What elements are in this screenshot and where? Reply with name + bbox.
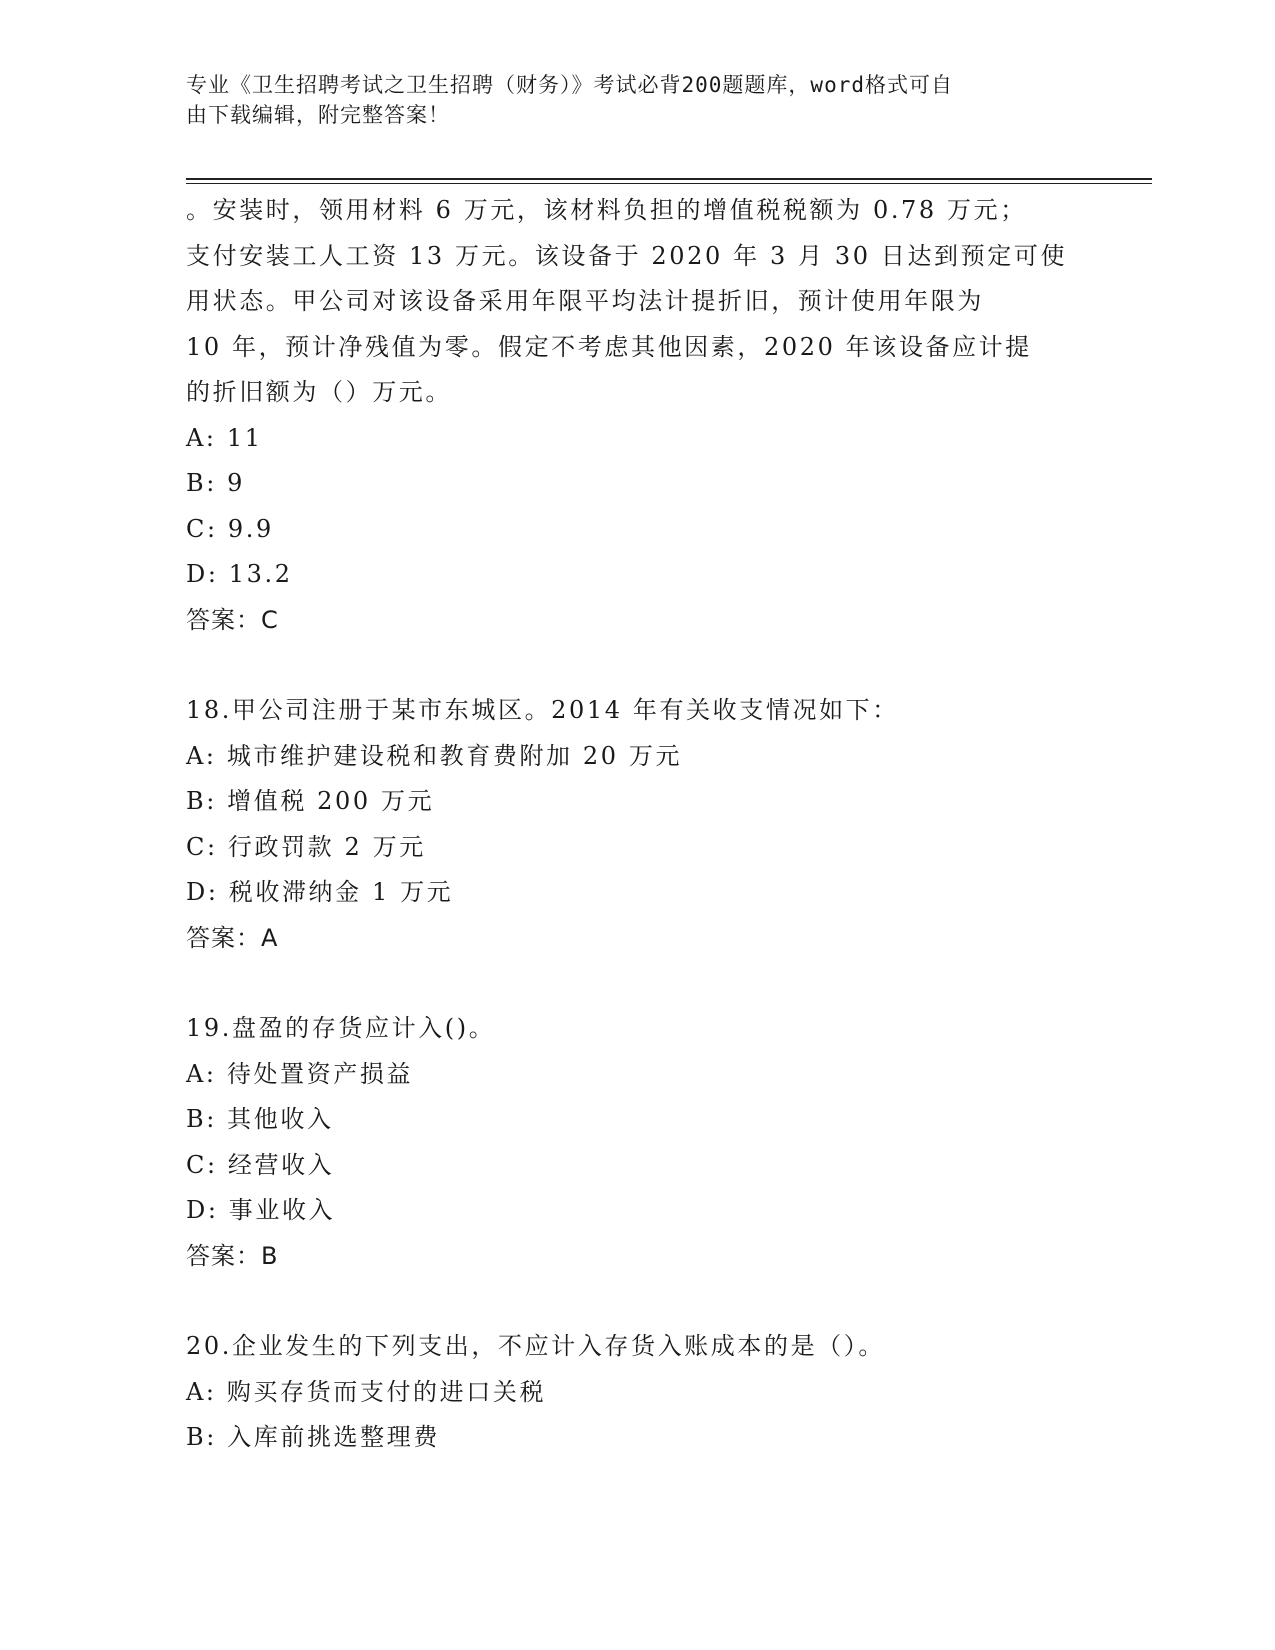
option-b: B: 9 (186, 469, 246, 497)
option-a: A: 购买存货而支付的进口关税 (186, 1377, 547, 1406)
option-b: B: 入库前挑选整理费 (186, 1423, 440, 1451)
question-19 (186, 1006, 1066, 1279)
question-20 (186, 1324, 1066, 1461)
option-c: C: 经营收入 (186, 1150, 335, 1179)
question-stem: 19.盘盈的存货应计入()。 (186, 1014, 496, 1042)
question-stem-line: 10 年，预计净残值为零。假定不考虑其他因素，2020 年该设备应计提 (186, 332, 1032, 361)
answer-text: 答案：B (186, 1241, 279, 1270)
option-a: A: 11 (186, 423, 263, 452)
option-d: D: 税收滞纳金 1 万元 (186, 878, 454, 906)
option-d: D: 13.2 (186, 560, 293, 588)
option-a: A: 城市维护建设税和教育费附加 20 万元 (186, 741, 683, 770)
question-stem-line: 的折旧额为（）万元。 (186, 378, 452, 406)
header-line-1: 专业《卫生招聘考试之卫生招聘（财务）》考试必背200题题库，word格式可自 (186, 73, 953, 97)
header-divider (186, 178, 1152, 184)
question-stem-line: 支付安装工人工资 13 万元。该设备于 2020 年 3 月 30 日达到预定可使 (186, 241, 1068, 270)
answer-text: 答案：C (186, 605, 279, 634)
spacer (186, 1279, 1066, 1324)
question-stem: 18.甲公司注册于某市东城区。2014 年有关收支情况如下： (186, 696, 899, 724)
option-b: B: 其他收入 (186, 1105, 334, 1133)
spacer (186, 643, 1066, 688)
question-content (186, 188, 1066, 1461)
question-18 (186, 688, 1066, 961)
spacer (186, 961, 1066, 1006)
question-stem-line: 用状态。甲公司对该设备采用年限平均法计提折旧，预计使用年限为 (186, 287, 984, 315)
header-line-2: 由下载编辑，附完整答案！ (186, 103, 450, 127)
option-d: D: 事业收入 (186, 1196, 336, 1224)
option-a: A: 待处置资产损益 (186, 1059, 414, 1088)
question-stem-line: 。安装时，领用材料 6 万元，该材料负担的增值税税额为 0.78 万元； (186, 196, 1027, 224)
option-b: B: 增值税 200 万元 (186, 787, 435, 815)
option-c: C: 行政罚款 2 万元 (186, 832, 426, 861)
question-stem: 20.企业发生的下列支出，不应计入存货入账成本的是（）。 (186, 1332, 885, 1360)
question-continued (186, 188, 1066, 643)
document-header (186, 70, 1066, 130)
option-c: C: 9.9 (186, 514, 274, 543)
answer-text: 答案：A (186, 923, 279, 952)
